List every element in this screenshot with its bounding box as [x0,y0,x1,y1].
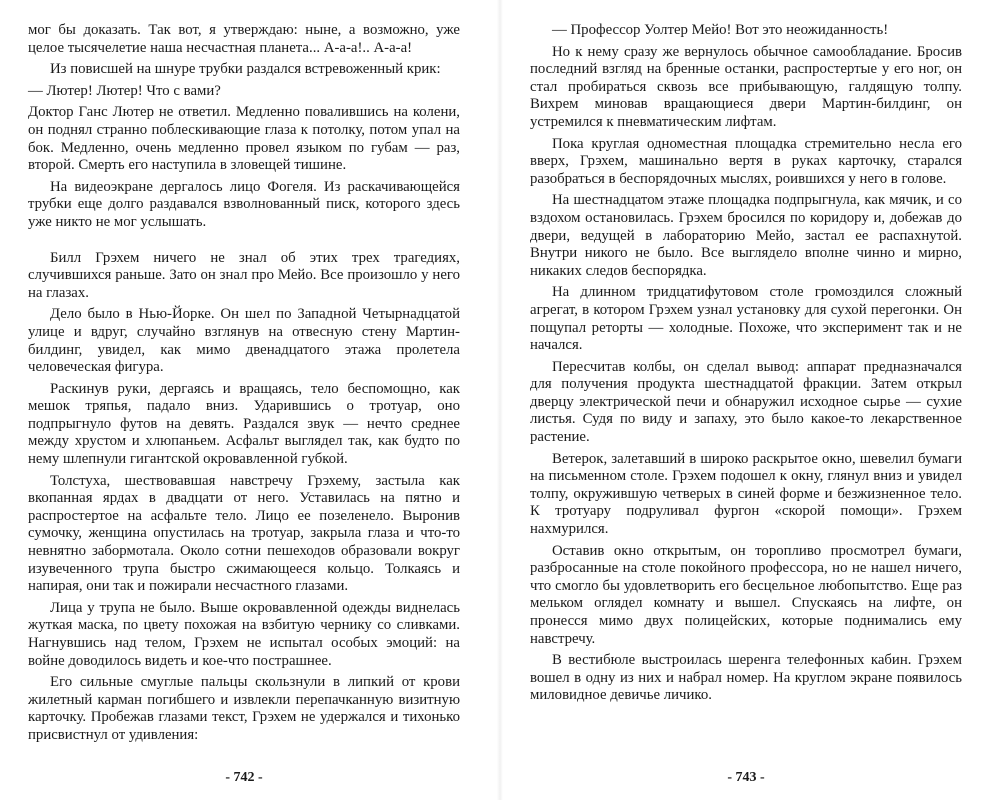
page-number: - 742 - [225,770,263,785]
right-page-text [530,22,962,705]
paragraph: Толстуха, шествовавшая навстречу Грэхему, застыла как вкопанная ярдах в двадцати от него. Уставилась на пятно и распростертое на асфальте тело. Лицо ее позеленело. Выронив сумочку, женщина опустилась на тротуар, закрыла глаза и что-то невнятно забормотала. Около сотни пешеходов образовали вокруг изувеченного трупа быстро сжимающееся кольцо. Толкаясь и напирая, они так и пожирали несчастного глазами. [28,472,460,595]
right-page [530,22,962,792]
paragraph: — Лютер! Лютер! Что с вами? [28,82,221,99]
paragraph: Лица у трупа не было. Выше окровавленной одежды виднелась жуткая маска, по цвету похожая на взбитую чернику со сливками. Нагнувшись над телом, Грэхем не испытал особых эмоций: на войне доводилось видеть и кое-что пострашнее. [28,599,460,669]
paragraph: Дело было в Нью-Йорке. Он шел по Западной Четырнадцатой улице и вдруг, случайно взглянув на отвесную стену Мартин-билдинг, увидел, как мимо двенадцатого этажа пролетела человеческая фигура. [28,306,460,376]
paragraph: — Профессор Уолтер Мейо! Вот это неожиданность! [552,22,889,38]
paragraph: Доктор Ганс Лютер не ответил. Медленно повалившись на колени, он поднял странно поблескивающие глаза к потолку, потом упал на бок. Медленно, очень медленно провел языком по губам — раз, второй. Смерть его наступила в зловещей тишине. [28,104,460,174]
paragraph: Ветерок, залетавший в широко раскрытое окно, шевелил бумаги на письменном столе. Грэхем подошел к окну, глянул вниз и увидел толпу, окружившую четверых в синей форме и безжизненное тело. К тротуару подруливал фургон «скорой помощи». Грэхем нахмурился. [530,450,962,538]
paragraph: Из повисшей на шнуре трубки раздался встревоженный крик: [50,61,441,78]
left-page-text [28,22,460,745]
paragraph: Оставив окно открытым, он торопливо просмотрел бумаги, разбросанные на столе покойного профессора, но не нашел ничего, что смогло бы удовлетворить его бесцельное любопытство. Еще раз мельком оглядел комнату и вышел. Спускаясь на лифте, он пронесся мимо двух полицейских, которые поднимались ему навстречу. [530,542,962,647]
paragraph: На длинном тридцатифутовом столе громоздился сложный агрегат, в котором Грэхем узнал установку для сухой перегонки. Он пощупал реторты — холодные. Похоже, что эксперимент так и не начался. [530,284,962,354]
left-page [28,22,460,792]
paragraph: На шестнадцатом этаже площадка подпрыгнула, как мячик, и со вздохом остановилась. Грэхем бросился по коридору и, добежав до двери, ведущей в лабораторию Мейо, застал ее распахнутой. Внутри никого не было. Все выглядело вполне чинно и мирно, никаких следов беспорядка. [530,192,962,279]
paragraph: Пересчитав колбы, он сделал вывод: аппарат предназначался для получения продукта шестнадцатой фракции. Затем открыл дверцу электрической печи и обнаружил исходное сырье — сухие листья. Судя по виду и запаху, это было какое-то лекарственное растение. [530,358,962,446]
paragraph: Пока круглая одноместная площадка стремительно несла его вверх, Грэхем, машинально вертя в руках карточку, старался разобраться в беспорядочных мыслях, роившихся у него в голове. [530,135,962,187]
paragraph: На видеоэкране дергалось лицо Фогеля. Из раскачивающейся трубки еще долго раздавался взволнованный писк, которого здесь уже никто не мог услышать. [28,178,460,230]
paragraph: Билл Грэхем ничего не знал об этих трех трагедиях, случившихся раньше. Зато он знал про Мейо. Все произошло у него на глазах. [28,249,460,301]
paragraph: В вестибюле выстроилась шеренга телефонных кабин. Грэхем вошел в одну из них и набрал номер. На круглом экране появилось миловидное девичье личико. [530,652,962,704]
paragraph: Раскинув руки, дергаясь и вращаясь, тело беспомощно, как мешок тряпья, падало вниз. Ударившись о тротуар, оно подпрыгнуло футов на девять. Раздался звук — нечто среднее между хрустом и хлюпаньем. Асфальт выглядел так, как будто по нему шлепнули гигантской окровавленной губкой. [28,380,460,468]
paragraph: мог бы доказать. Так вот, я утверждаю: ныне, а возможно, уже целое тысячелетие наша несчастная планета... А-а-а!.. А-а-а! [28,22,460,56]
paragraph: Но к нему сразу же вернулось обычное самообладание. Бросив последний взгляд на бренные останки, распростертые у его ног, он стал пробираться сквозь все прибывающую, галдящую толпу. Вихрем миновав вращающиеся двери Мартин-билдинг, он устремился к пневматическим лифтам. [530,43,962,130]
book-gutter [497,0,503,800]
page-number: - 743 - [727,770,765,785]
paragraph: Его сильные смуглые пальцы скользнули в липкий от крови жилетный карман погибшего и извлекли перепачканную визитную карточку. Пробежав глазами текст, Грэхем не удержался и тихонько присвистнул от удивления: [28,674,460,743]
